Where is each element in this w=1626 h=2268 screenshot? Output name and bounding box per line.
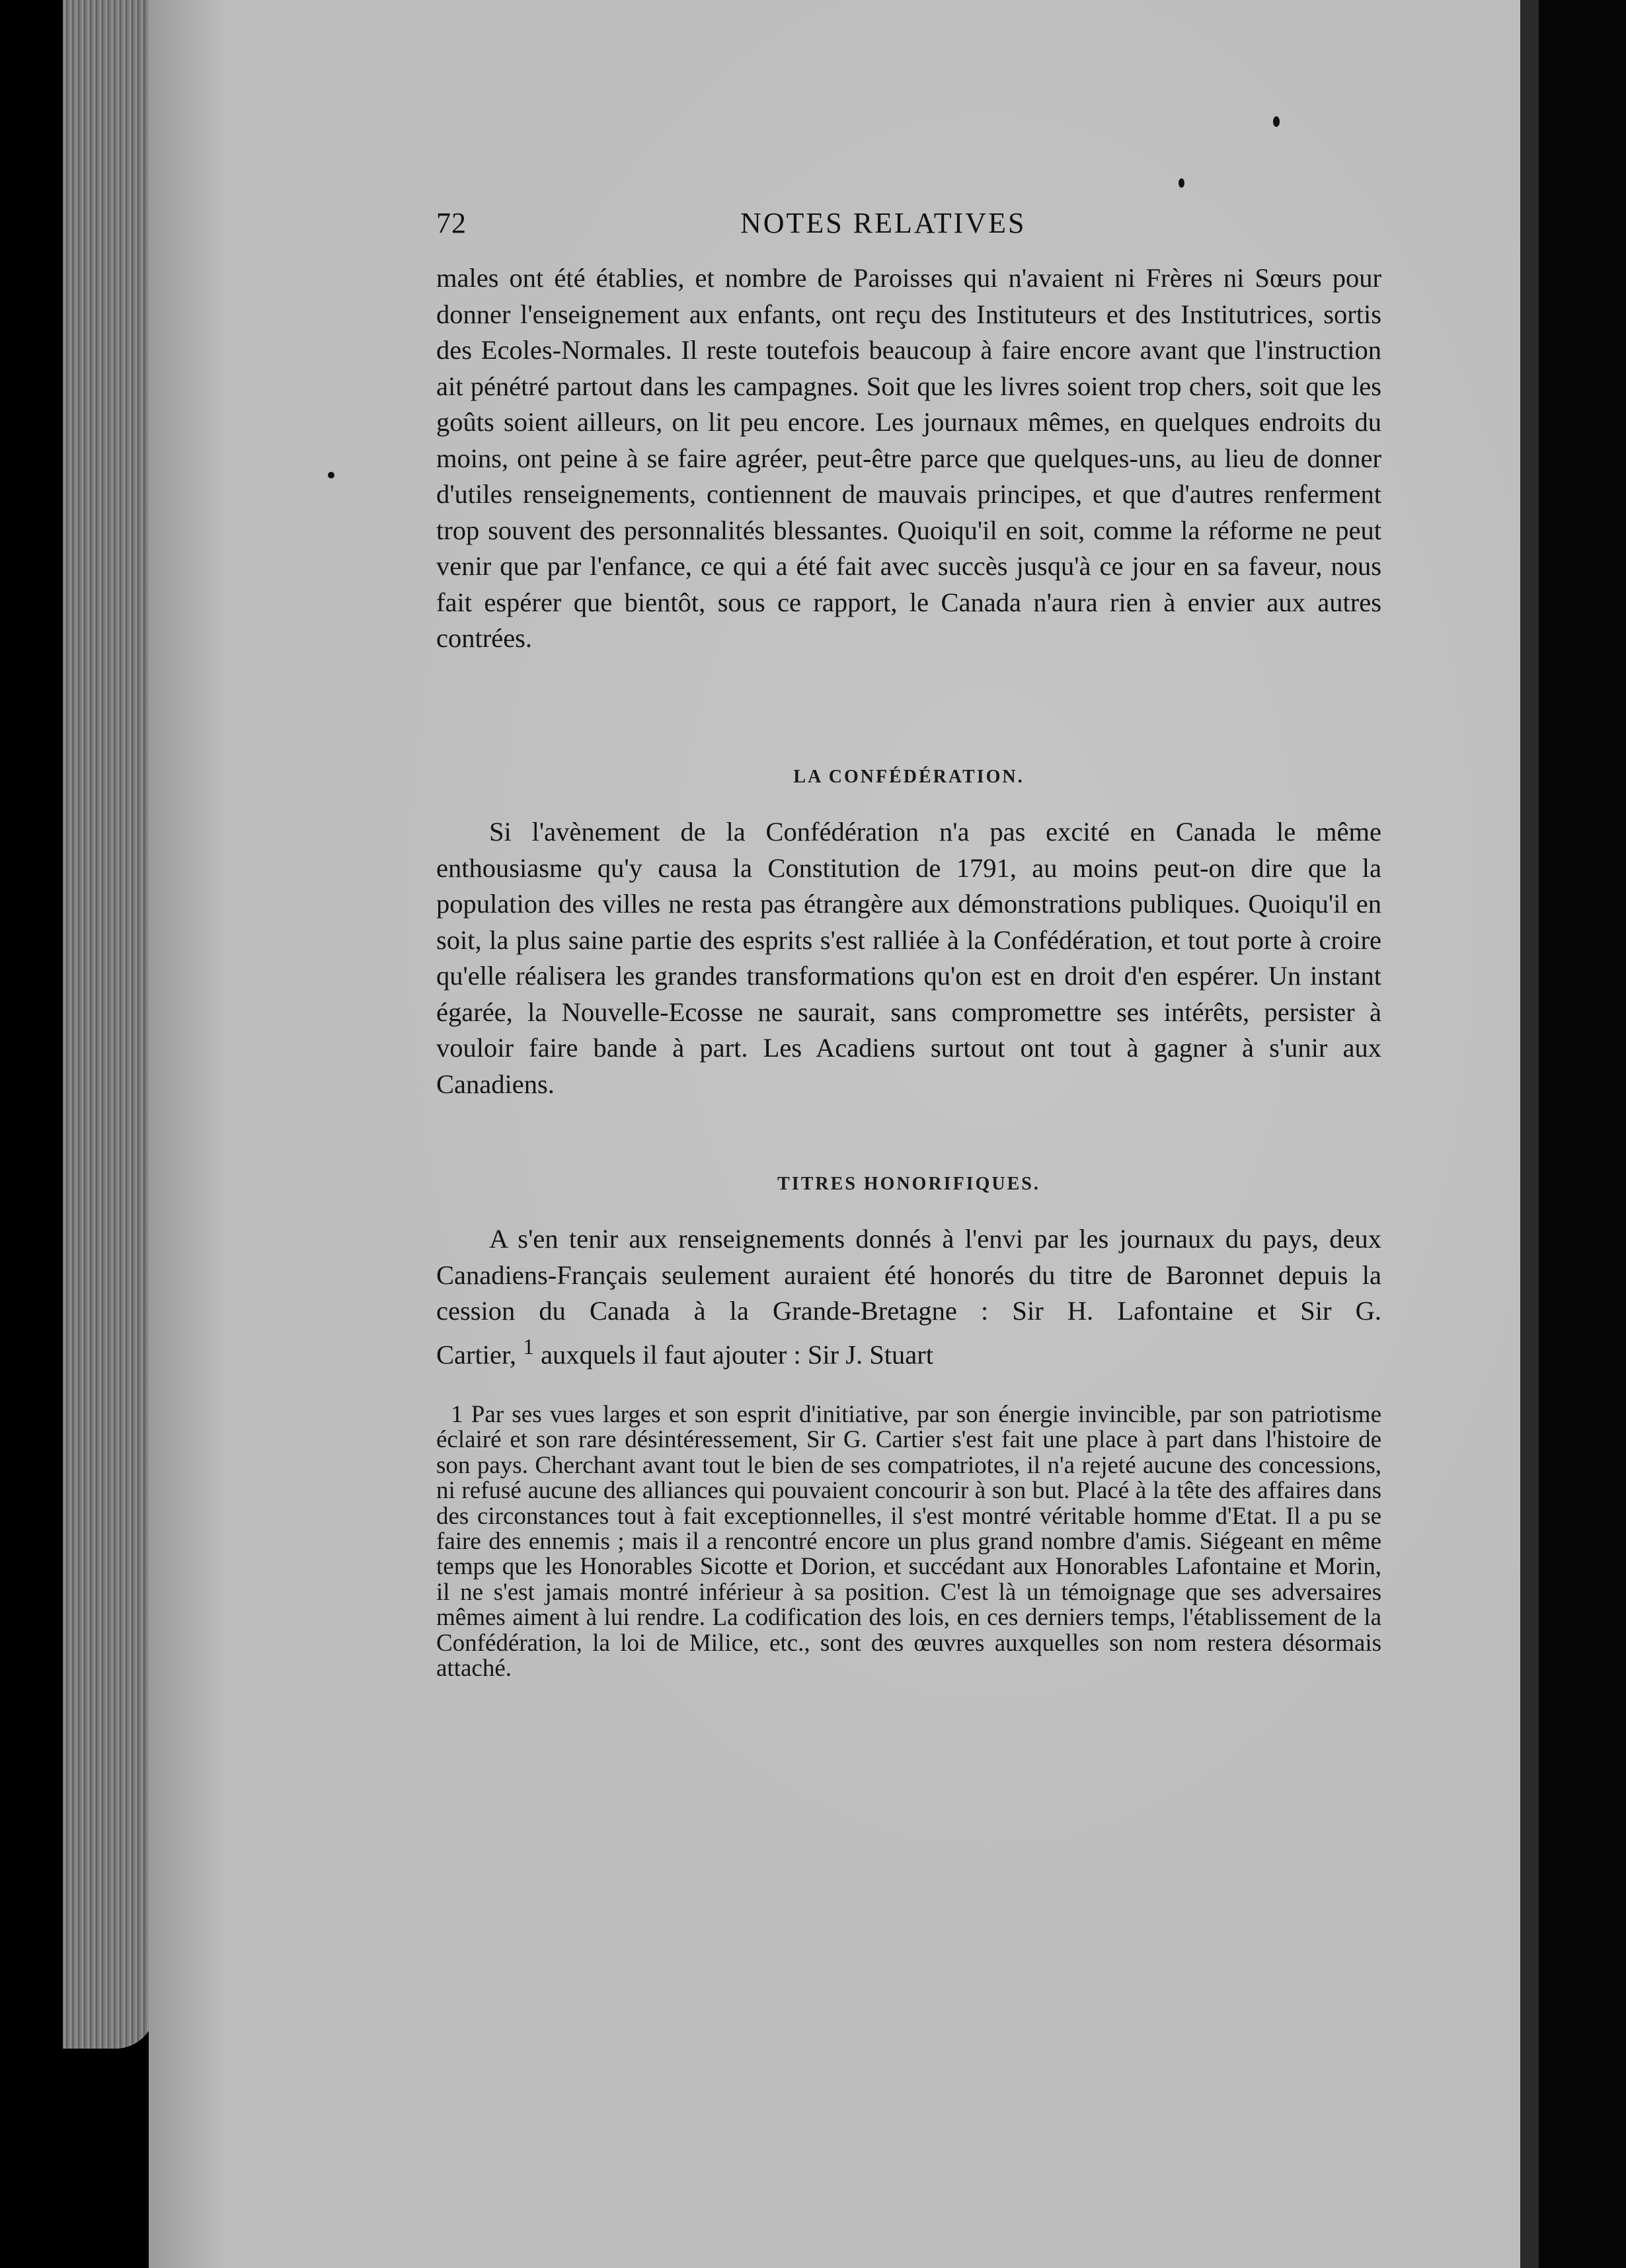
footnote-text: Par ses vues larges et son esprit d'initiative, par son énergie invincible, par son patriotisme éclairé et son rare désintéressement, Sir G. Cartier s'est fait une place à part dans l'histoire de son pays. Cherchant avant tout le bien de ses compatriotes, il n'a rejeté aucune des concessions, ni refusé aucune des alliances qui pouvaient concourir à son but. Placé à la tête des affaires dans des circonstances tout à fait exceptionnelles, il s'est montré véritable homme d'Etat. Il a pu se faire des ennemis ; mais il a rencontré encore un plus grand nombre d'amis. Siégeant en même temps que les Honorables Sicotte et Dorion, et succédant aux Honorables Lafontaine et Morin, il ne s'est jamais montré inférieur à sa position. C'est là un témoignage que ses adversaires mêmes aiment à lui rendre. La codification des lois, en ces derniers temps, l'établissement de la Confédération, la loi de Milice, etc., sont des œuvres auxquelles son nom restera désormais attaché. [436, 1401, 1382, 1682]
ink-speck [328, 472, 334, 478]
footnote-reference[interactable]: 1 [523, 1334, 534, 1359]
opening-paragraph-block [436, 260, 1381, 657]
section-heading-confederation: LA CONFÉDÉRATION. [793, 767, 1025, 787]
ink-speck [1273, 116, 1280, 127]
titres-paragraph [436, 1221, 1381, 1373]
page-edges [63, 0, 155, 2049]
section-heading-titres: TITRES HONORIFIQUES. [777, 1174, 1040, 1194]
footnote-paragraph [436, 1402, 1381, 1681]
right-scan-border [1520, 0, 1626, 2268]
ink-speck [1179, 178, 1184, 188]
footnote-block [436, 1402, 1381, 1681]
running-title: NOTES RELATIVES [740, 207, 1026, 239]
page-number: 72 [436, 207, 467, 239]
footnote-marker: 1 [451, 1401, 463, 1428]
titres-text-after: auxquels il faut ajouter : Sir J. Stuart [541, 1340, 933, 1369]
confederation-paragraph: Si l'avènement de la Confédération n'a pas excité en Canada le même enthousiasme qu'y causa la Constitution de 1791, au moins peut-on dire que la population des villes ne resta pas étrangère aux démonstrations publiques. Quoiqu'il en soit, la plus saine partie des esprits s'est ralliée à la Confédération, et tout porte à croire qu'elle réalisera les grandes transformations qu'on est en droit d'en espérer. Un instant égarée, la Nouvelle-Ecosse ne saurait, sans compromettre ses intérêts, persister à vouloir faire bande à part. Les Acadiens surtout ont tout à gagner à s'unir aux Canadiens. [436, 817, 1381, 1099]
titres-block [436, 1221, 1381, 1373]
confederation-block [436, 814, 1381, 1102]
page-header [436, 206, 1388, 246]
right-page-edge [1520, 0, 1539, 2268]
titres-text-before: A s'en tenir aux renseignements donnés à l'envi par les journaux du pays, deux Canadiens-Français seulement auraient été honorés du titre de Baronnet depuis la cession du Canada à la Grande-Bretagne : Sir H. Lafontaine et Sir G. Cartier, [436, 1224, 1381, 1369]
opening-paragraph: males ont été établies, et nombre de Paroisses qui n'avaient ni Frères ni Sœurs pour donner l'enseignement aux enfants, ont reçu des Instituteurs et des Institutrices, sortis des Ecoles-Normales. Il reste toutefois beaucoup à faire encore avant que l'instruction ait pénétré partout dans les campagnes. Soit que les livres soient trop chers, soit que les goûts soient ailleurs, on lit peu encore. Les journaux mêmes, en quelques endroits du moins, ont peine à se faire agréer, peut-être parce que quelques-uns, au lieu de donner d'utiles renseignements, contiennent de mauvais principes, et que d'autres renferment trop souvent des personnalités blessantes. Quoiqu'il en soit, comme la réforme ne peut venir que par l'enfance, ce qui a été fait avec succès jusqu'à ce jour en sa faveur, nous fait espérer que bientôt, sous ce rapport, le Canada n'aura rien à envier aux autres contrées. [436, 263, 1381, 653]
